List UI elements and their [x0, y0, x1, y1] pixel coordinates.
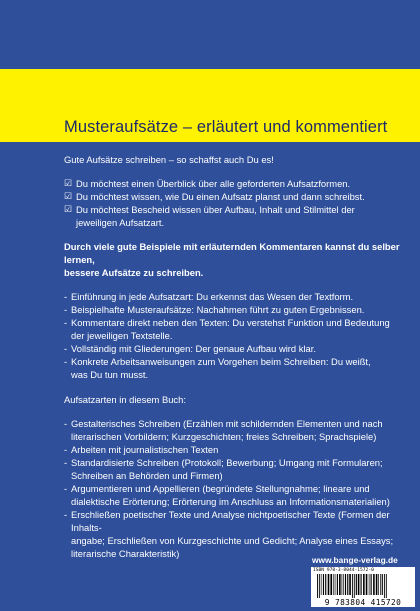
- list-item: - Erschließen poetischer Texte und Analyse nichtpoetischer Texte (Formen der Inhalts-: [64, 509, 390, 533]
- barcode-bar: [376, 574, 378, 595]
- check-icon: ☑: [64, 178, 73, 188]
- intro-text: Gute Aufsätze schreiben – so schaffst auch Du es!: [64, 154, 274, 165]
- bold-summary: Durch viele gute Beispiele mit erläuternden Kommentaren kannst du selber lernen, bessere Aufsätze zu schreiben.: [64, 241, 400, 278]
- check-item-continuation: jeweiligen Aufsatzart.: [76, 217, 165, 228]
- barcode-bar: [345, 574, 346, 595]
- list-item: - Vollständig mit Gliederungen: Der genaue Aufbau wird klar.: [64, 343, 316, 354]
- list-item-continuation: literarische Charakteristik): [71, 548, 180, 559]
- barcode-bar: [333, 574, 334, 595]
- barcode-bar: [384, 574, 385, 598]
- barcode-bar: [378, 574, 379, 595]
- list-item-continuation: dialektische Erörterung; Erörterung im Anschluss an Informationsmaterialien): [71, 496, 390, 507]
- barcode-bar: [354, 574, 355, 598]
- list-item-continuation: literarischen Vorbildern; Kurzgeschichten; freies Schreiben; Sprachspiele): [71, 431, 377, 442]
- barcode-bar: [319, 574, 320, 598]
- barcode-bar: [380, 574, 381, 595]
- barcode-bar: [321, 574, 322, 595]
- feature-list: [64, 290, 409, 381]
- barcode-bar: [325, 574, 326, 595]
- barcode-bar: [361, 574, 362, 595]
- barcode-bar: [382, 574, 383, 595]
- publisher-website: www.bange-verlag.de: [312, 555, 398, 565]
- ean-number: 9 783804 415720: [324, 598, 402, 607]
- list-item: - Beispielhafte Musteraufsätze: Nachahmen führt zu guten Ergebnissen.: [64, 304, 365, 315]
- types-heading: Aufsatzarten in diesem Buch:: [64, 394, 186, 405]
- barcode-bar: [352, 574, 353, 598]
- check-icon: ☑: [64, 191, 73, 201]
- barcode-bar: [349, 574, 351, 595]
- list-item: - Einführung in jede Aufsatzart: Du erkennst das Wesen der Textform.: [64, 291, 354, 302]
- barcode-bar: [343, 574, 344, 595]
- list-item-continuation: der jeweiligen Textstelle.: [71, 330, 173, 341]
- barcode-bar: [369, 574, 370, 595]
- barcode-bar: [386, 574, 387, 598]
- list-item: - Kommentare direkt neben den Texten: Du verstehst Funktion und Bedeutung: [64, 317, 390, 328]
- check-item: ☑ Du möchtest Bescheid wissen über Aufbau, Inhalt und Stilmittel der: [64, 204, 355, 215]
- list-item: - Standardisierte Schreiben (Protokoll; Bewerbung; Umgang mit Formularen;: [64, 457, 383, 468]
- barcode-bar: [356, 574, 357, 595]
- barcode-bar: [328, 574, 330, 595]
- barcode-bar: [363, 574, 365, 595]
- list-item-continuation: Schreiben an Behörden und Firmen): [71, 470, 223, 481]
- list-item-continuation: was Du tun musst.: [71, 369, 149, 380]
- barcode-bar: [330, 574, 332, 595]
- list-item: - Arbeiten mit journalistischen Texten: [64, 444, 219, 455]
- barcode-bar: [347, 574, 348, 595]
- list-item: - Argumentieren und Appellieren (begründete Stellungnahme; lineare und: [64, 483, 370, 494]
- cover-title: Musteraufsätze – erläutert und kommentiert: [64, 118, 388, 136]
- isbn-label: ISBN 978-3-8044-1572-0: [313, 568, 374, 573]
- barcode-bar: [335, 574, 336, 595]
- barcode-bar: [373, 574, 375, 595]
- barcode-bar: [358, 574, 360, 595]
- check-item: ☑ Du möchtest einen Überblick über alle geforderten Aufsatzformen.: [64, 178, 351, 189]
- barcode-bar: [337, 574, 338, 595]
- barcode-bar: [371, 574, 372, 595]
- back-cover-text: [64, 150, 409, 560]
- check-item: ☑ Du möchtest wissen, wie Du einen Aufsatz planst und dann schreibst.: [64, 191, 365, 202]
- barcode-bars: [317, 574, 409, 598]
- list-item: - Gestalterisches Schreiben (Erzählen mit schildernden Elementen und nach: [64, 418, 383, 429]
- barcode-bar: [317, 574, 318, 598]
- barcode-bar: [342, 574, 343, 595]
- types-list: [64, 417, 409, 560]
- check-icon: ☑: [64, 204, 73, 214]
- barcode-bar: [323, 574, 324, 595]
- top-cover-band: [0, 0, 420, 69]
- barcode-bar: [366, 574, 368, 595]
- list-item-continuation: angabe; Erschließen von Kurzgeschichte und Gedicht; Analyse eines Essays;: [71, 535, 394, 546]
- list-item: - Konkrete Arbeitsanweisungen zum Vorgehen beim Schreiben: Du weißt,: [64, 356, 371, 367]
- barcode-bar: [339, 574, 341, 595]
- barcode: [311, 567, 415, 607]
